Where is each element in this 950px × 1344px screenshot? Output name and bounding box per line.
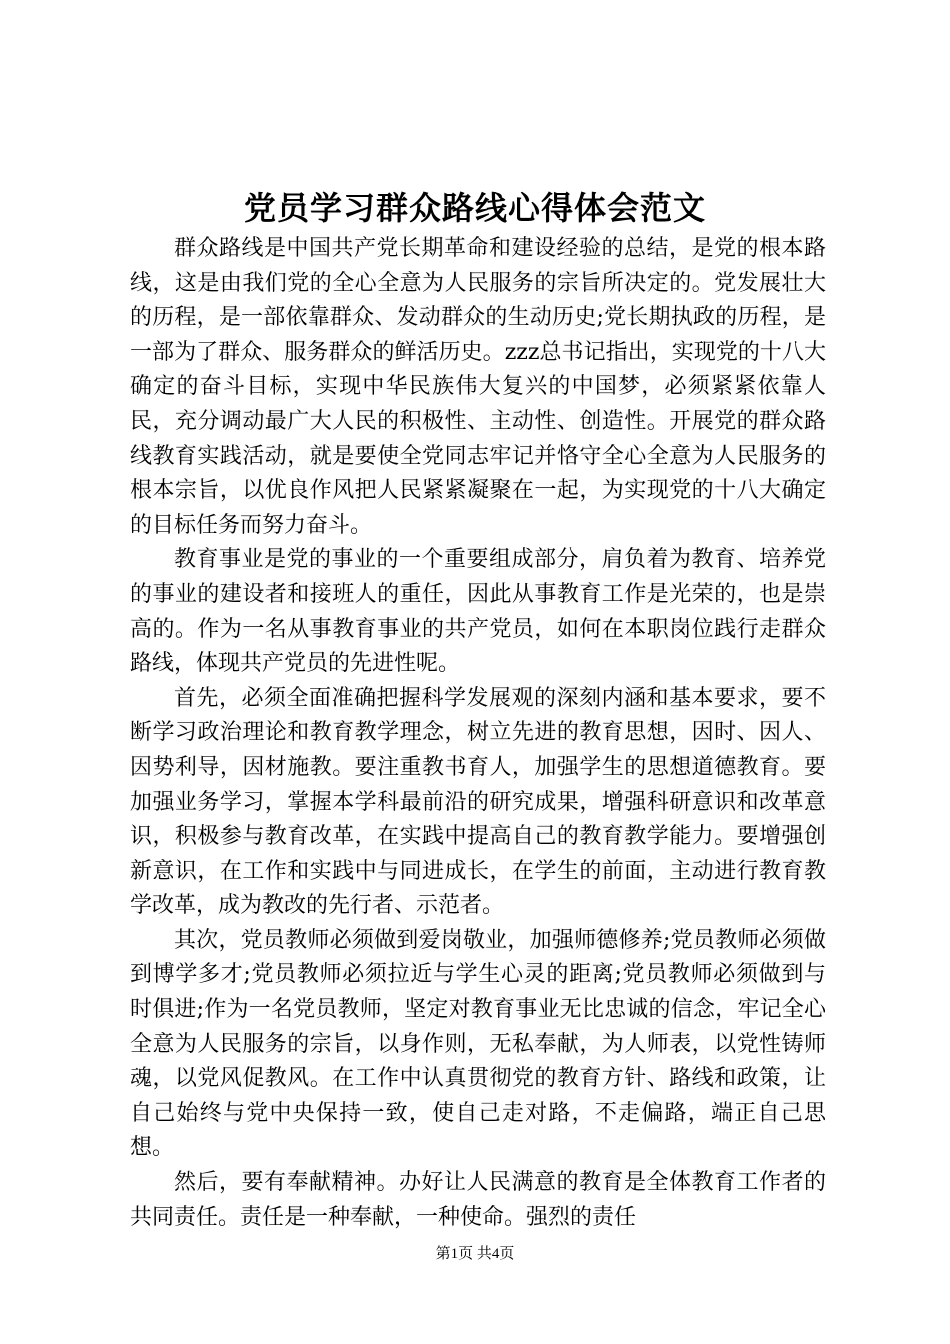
page-number-footer: 第1页 共4页: [435, 1246, 515, 1262]
document-body: [130, 232, 826, 1235]
document-title: 党员学习群众路线心得体会范文: [243, 189, 706, 227]
paragraph: 然后，要有奉献精神。办好让人民满意的教育是全体教育工作者的共同责任。责任是一种奉献，一种使命。强烈的责任: [130, 1170, 826, 1230]
paragraph: 其次，党员教师必须做到爱岗敬业，加强师德修养;党员教师必须做到博学多才;党员教师必须拉近与学生心灵的距离;党员教师必须做到与时俱进;作为一名党员教师，坚定对教育事业无比忠诚的信念，牢记全心全意为人民服务的宗旨，以身作则，无私奉献，为人师表，以党性铸师魂，以党风促教风。在工作中认真贯彻党的教育方针、路线和政策，让自己始终与党中央保持一致，使自己走对路，不走偏路，端正自己思想。: [130, 927, 826, 1161]
paragraph: 群众路线是中国共产党长期革命和建设经验的总结，是党的根本路线，这是由我们党的全心全意为人民服务的宗旨所决定的。党发展壮大的历程，是一部依靠群众、发动群众的生动历史;党长期执政的历程，是一部为了群众、服务群众的鲜活历史。zzz总书记指出，实现党的十八大确定的奋斗目标，实现中华民族伟大复兴的中国梦，必须紧紧依靠人民，充分调动最广大人民的积极性、主动性、创造性。开展党的群众路线教育实践活动，就是要使全党同志牢记并恪守全心全意为人民服务的根本宗旨，以优良作风把人民紧紧凝聚在一起，为实现党的十八大确定的目标任务而努力奋斗。: [130, 236, 826, 538]
paragraph: 教育事业是党的事业的一个重要组成部分，肩负着为教育、培养党的事业的建设者和接班人的重任，因此从事教育工作是光荣的，也是崇高的。作为一名从事教育事业的共产党员，如何在本职岗位践行走群众路线，体现共产党员的先进性呢。: [130, 547, 826, 677]
paragraph: 首先，必须全面准确把握科学发展观的深刻内涵和基本要求，要不断学习政治理论和教育教学理念，树立先进的教育思想，因时、因人、因势利导，因材施教。要注重教书育人，加强学生的思想道德教育。要加强业务学习，掌握本学科最前沿的研究成果，增强科研意识和改革意识，积极参与教育改革，在实践中提高自己的教育教学能力。要增强创新意识，在工作和实践中与同进成长，在学生的前面，主动进行教育教学改革，成为教改的先行者、示范者。: [130, 685, 826, 919]
